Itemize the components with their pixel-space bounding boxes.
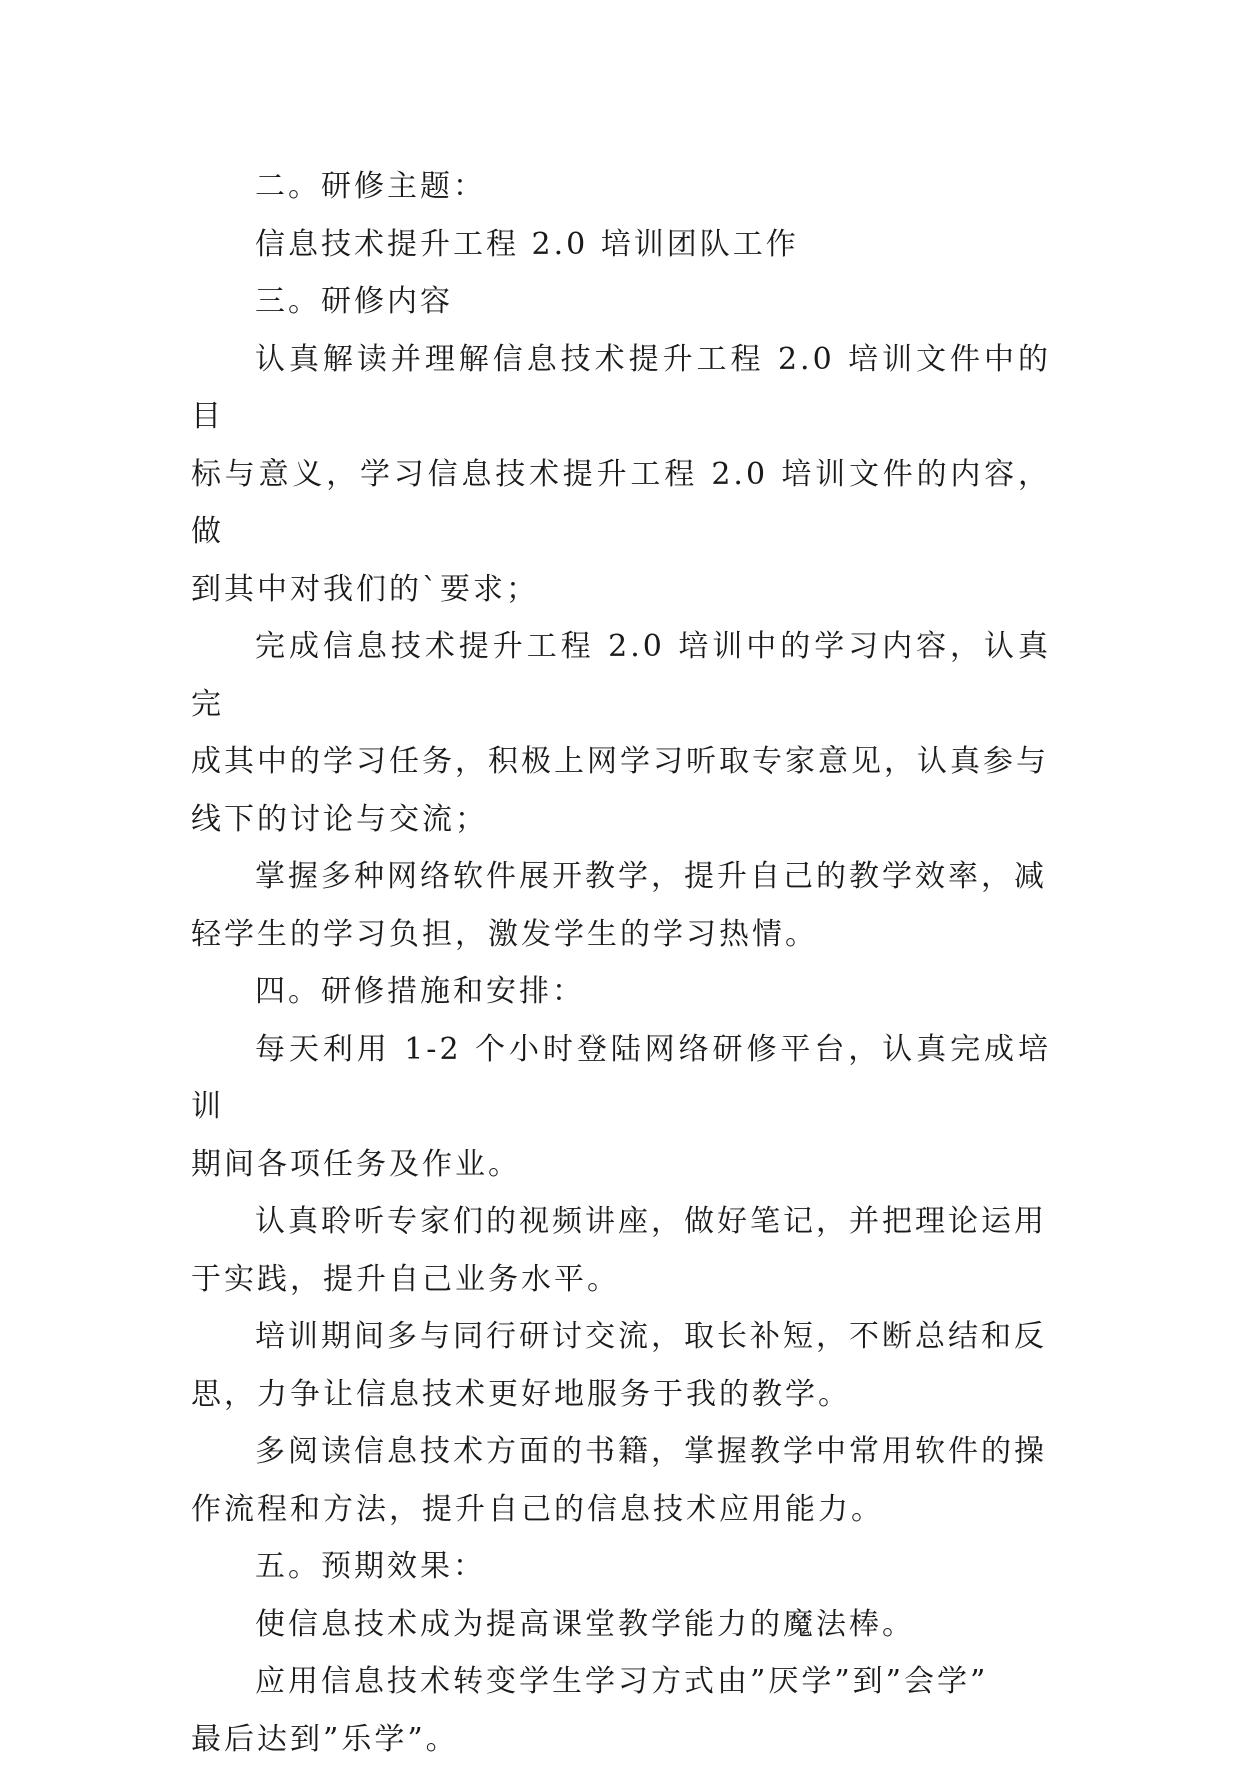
paragraph-content-1 xyxy=(191,331,1051,619)
text-line: 思，力争让信息技术更好地服务于我的教学。 xyxy=(191,1366,1051,1424)
paragraph-effect-1 xyxy=(191,1596,1051,1654)
section-heading-4 xyxy=(191,963,1051,1021)
text-line: 完成信息技术提升工程 2.0 培训中的学习内容，认真完 xyxy=(191,618,1051,733)
paragraph-measure-4 xyxy=(191,1423,1051,1538)
text-line: 最后达到”乐学”。 xyxy=(191,1711,1051,1768)
paragraph-effect-2 xyxy=(191,1653,1051,1768)
text-line: 信息技术提升工程 2.0 培训团队工作 xyxy=(191,216,1051,274)
text-line: 认真聆听专家们的视频讲座，做好笔记，并把理论运用 xyxy=(191,1193,1051,1251)
text-line: 应用信息技术转变学生学习方式由”厌学”到”会学” xyxy=(191,1653,1051,1711)
text-line: 到其中对我们的`要求； xyxy=(191,561,1051,619)
text-line: 掌握多种网络软件展开教学，提升自己的教学效率，减 xyxy=(191,848,1051,906)
paragraph-theme xyxy=(191,216,1051,274)
section-heading-5 xyxy=(191,1538,1051,1596)
text-line: 多阅读信息技术方面的书籍，掌握教学中常用软件的操 xyxy=(191,1423,1051,1481)
text-line: 成其中的学习任务，积极上网学习听取专家意见，认真参与 xyxy=(191,733,1051,791)
text-line: 四。研修措施和安排： xyxy=(191,963,1051,1021)
section-heading-3 xyxy=(191,273,1051,331)
paragraph-measure-1 xyxy=(191,1021,1051,1194)
text-line: 标与意义，学习信息技术提升工程 2.0 培训文件的内容，做 xyxy=(191,446,1051,561)
text-line: 五。预期效果： xyxy=(191,1538,1051,1596)
document-body xyxy=(191,158,1051,1768)
text-line: 二。研修主题： xyxy=(191,158,1051,216)
text-line: 使信息技术成为提高课堂教学能力的魔法棒。 xyxy=(191,1596,1051,1654)
text-line: 作流程和方法，提升自己的信息技术应用能力。 xyxy=(191,1481,1051,1539)
paragraph-measure-3 xyxy=(191,1308,1051,1423)
text-line: 轻学生的学习负担，激发学生的学习热情。 xyxy=(191,906,1051,964)
text-line: 三。研修内容 xyxy=(191,273,1051,331)
text-line: 培训期间多与同行研讨交流，取长补短，不断总结和反 xyxy=(191,1308,1051,1366)
text-line: 期间各项任务及作业。 xyxy=(191,1136,1051,1194)
text-line: 每天利用 1-2 个小时登陆网络研修平台，认真完成培训 xyxy=(191,1021,1051,1136)
text-line: 于实践，提升自己业务水平。 xyxy=(191,1251,1051,1309)
section-heading-2 xyxy=(191,158,1051,216)
paragraph-content-3 xyxy=(191,848,1051,963)
paragraph-measure-2 xyxy=(191,1193,1051,1308)
text-line: 认真解读并理解信息技术提升工程 2.0 培训文件中的目 xyxy=(191,331,1051,446)
text-line: 线下的讨论与交流； xyxy=(191,791,1051,849)
paragraph-content-2 xyxy=(191,618,1051,848)
